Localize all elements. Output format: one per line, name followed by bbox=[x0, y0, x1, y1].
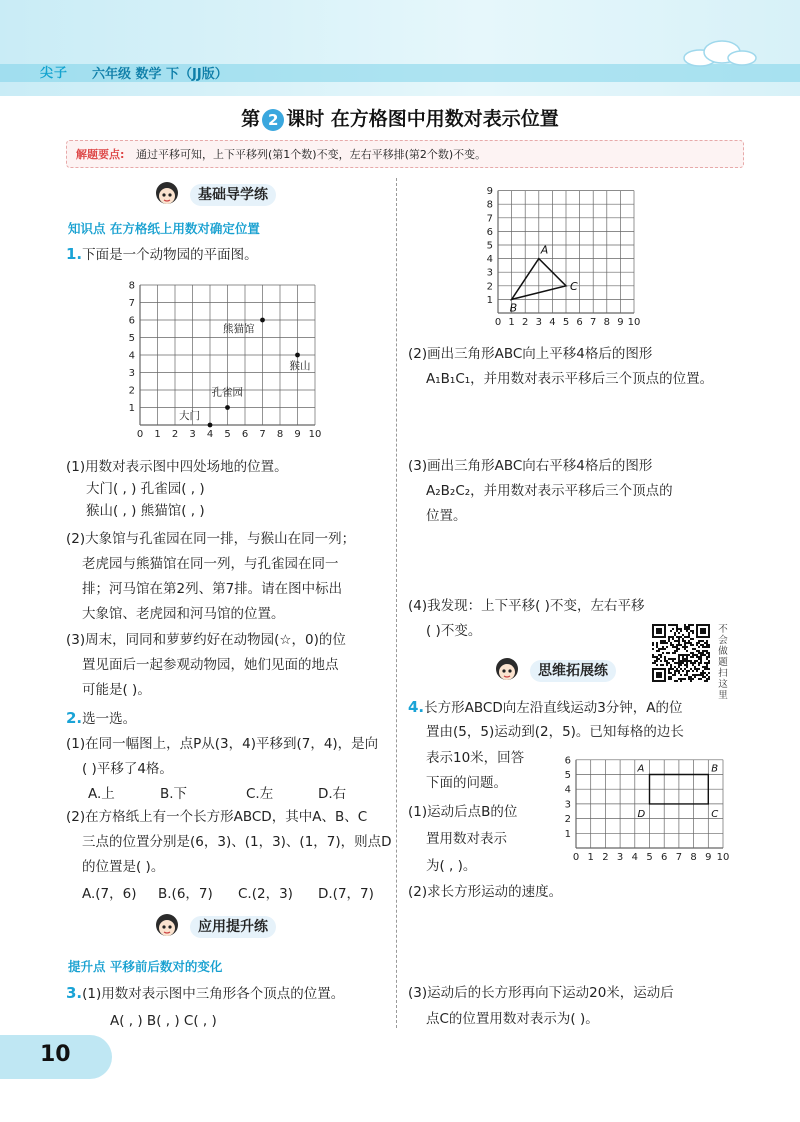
x-tick-label: 8 bbox=[276, 429, 284, 440]
q1-part3-line1: (3)周末，同同和萝萝约好在动物园(☆，0)的位 bbox=[66, 632, 346, 648]
x-tick-label: 7 bbox=[675, 852, 683, 863]
y-tick-label: 5 bbox=[564, 770, 571, 781]
section-banner-basic bbox=[150, 180, 310, 210]
mascot-icon bbox=[150, 912, 184, 942]
x-tick-label: 9 bbox=[705, 852, 712, 863]
zoo-map-grid bbox=[118, 270, 328, 445]
q2-part2-option-c: C.(2，3) bbox=[238, 886, 293, 902]
q2-part2-line1: (2)在方格纸上有一个长方形ABCD，其中A、B、C bbox=[66, 809, 368, 825]
y-tick-label: 6 bbox=[128, 315, 135, 327]
x-tick-label: 0 bbox=[494, 317, 502, 328]
x-tick-label: 3 bbox=[616, 852, 624, 863]
question-number: 2. bbox=[66, 709, 83, 727]
x-tick-label: 4 bbox=[631, 852, 638, 863]
lesson-title-text: 课时 在方格图中用数对表示位置 bbox=[286, 108, 559, 130]
x-tick-label: 8 bbox=[603, 317, 610, 328]
question-1-stem bbox=[66, 243, 258, 266]
y-tick-label: 4 bbox=[564, 784, 571, 796]
question-text: 下面是一个动物园的平面图。 bbox=[82, 247, 258, 263]
q4-line4: 下面的问题。 bbox=[426, 775, 507, 791]
x-tick-label: 10 bbox=[716, 852, 730, 863]
q1-part1: (1)用数对表示图中四处场地的位置。 bbox=[66, 459, 288, 475]
y-tick-label: 4 bbox=[486, 254, 493, 266]
page-number: 10 bbox=[40, 1042, 71, 1067]
x-tick-label: 1 bbox=[508, 317, 515, 328]
qr-code[interactable] bbox=[652, 624, 710, 682]
q1-part2-line3: 排；河马馆在第2列、第7排。请在图中标出 bbox=[82, 581, 343, 597]
q2-part1-option-c: C.左 bbox=[246, 786, 274, 802]
x-tick-label: 2 bbox=[522, 317, 529, 328]
x-tick-label: 10 bbox=[627, 317, 641, 328]
y-tick-label: 3 bbox=[128, 368, 135, 379]
q2-part2-option-b: B.(6，7) bbox=[158, 886, 213, 902]
y-tick-label: 2 bbox=[564, 814, 571, 826]
knowledge-point: 知识点 在方格纸上用数对确定位置 bbox=[68, 221, 260, 236]
x-tick-label: 4 bbox=[549, 317, 556, 328]
mascot-icon bbox=[150, 180, 184, 210]
zoo-grid-lines bbox=[140, 285, 315, 425]
x-tick-label: 0 bbox=[136, 429, 144, 440]
question-text: (1)用数对表示图中三角形各个顶点的位置。 bbox=[82, 986, 345, 1002]
q4-part3-line1: (3)运动后的长方形再向下运动20米，运动后 bbox=[408, 985, 674, 1001]
x-tick-label: 9 bbox=[294, 429, 301, 440]
question-2-stem bbox=[66, 707, 136, 730]
cloud-icon bbox=[680, 38, 760, 68]
q3-part2-line1: (2)画出三角形ABC向上平移4格后的图形 bbox=[408, 346, 653, 362]
q1-part2-line4: 大象馆、老虎园和河马馆的位置。 bbox=[82, 606, 285, 622]
x-tick-label: 3 bbox=[189, 429, 196, 440]
x-tick-label: 6 bbox=[661, 852, 668, 863]
q4-part3-line2: 点C的位置用数对表示为( )。 bbox=[426, 1011, 599, 1027]
q2-part1-line2: ( )平移了4格。 bbox=[82, 761, 173, 777]
y-tick-label: 2 bbox=[128, 385, 135, 397]
q1-part3-line3: 可能是( )。 bbox=[82, 682, 151, 698]
q4-part1-line1: (1)运动后点B的位 bbox=[408, 804, 518, 820]
map-point-label: 熊猫馆 bbox=[223, 323, 255, 335]
q3-part2-line2: A₁B₁C₁，并用数对表示平移后三个顶点的位置。 bbox=[426, 371, 714, 387]
x-tick-label: 1 bbox=[587, 852, 594, 863]
map-point bbox=[260, 318, 265, 323]
section-title-apply: 应用提升练 bbox=[190, 916, 276, 938]
column-divider bbox=[396, 178, 397, 1028]
q1-part3-line2: 置见面后一起参观动物园，她们见面的地点 bbox=[82, 657, 339, 673]
q3-part1-blanks: A( , ) B( , ) C( , ) bbox=[110, 1013, 217, 1029]
q2-part1-option-d: D.右 bbox=[318, 786, 347, 802]
question-number: 4. bbox=[408, 698, 425, 716]
y-tick-label: 8 bbox=[128, 280, 135, 292]
y-tick-label: 8 bbox=[486, 199, 493, 211]
q2-part2-line3: 的位置是( )。 bbox=[82, 859, 165, 875]
y-tick-label: 1 bbox=[486, 294, 493, 306]
q1-part1-line2: 猴山( , ) 熊猫馆( , ) bbox=[86, 503, 205, 519]
x-tick-label: 0 bbox=[572, 852, 580, 863]
section-title-basic: 基础导学练 bbox=[190, 184, 276, 206]
triangle-grid bbox=[480, 182, 650, 332]
map-point bbox=[295, 353, 300, 358]
q4-line3: 表示10米，回答 bbox=[426, 750, 525, 766]
y-tick-label: 6 bbox=[564, 755, 571, 767]
question-number: 1. bbox=[66, 245, 83, 263]
vertex-label: C bbox=[570, 279, 578, 293]
x-tick-label: 4 bbox=[206, 429, 214, 440]
q4-line2: 置由(5，5)运动到(2，5)。已知每格的边长 bbox=[426, 724, 684, 740]
lesson-title-prefix: 第 bbox=[241, 108, 261, 130]
x-tick-label: 7 bbox=[590, 317, 597, 328]
map-point-label: 孔雀园 bbox=[211, 386, 243, 399]
q1-part1-line1: 大门( , ) 孔雀园( , ) bbox=[86, 481, 205, 497]
x-tick-label: 2 bbox=[602, 852, 609, 863]
rectangle-grid bbox=[560, 748, 740, 866]
x-tick-label: 1 bbox=[154, 429, 161, 440]
q2-part1-option-a: A.上 bbox=[88, 786, 115, 802]
q3-part4-line1: (4)我发现：上下平移( )不变，左右平移 bbox=[408, 598, 645, 614]
q3-part4-line2: ( )不变。 bbox=[426, 623, 482, 639]
question-text: 选一选。 bbox=[82, 711, 137, 727]
x-tick-label: 2 bbox=[171, 429, 179, 440]
map-point-label: 猴山 bbox=[289, 360, 311, 372]
y-tick-label: 5 bbox=[128, 333, 135, 344]
x-tick-label: 5 bbox=[562, 317, 570, 328]
y-tick-label: 5 bbox=[486, 240, 493, 252]
x-tick-label: 6 bbox=[241, 429, 249, 440]
qr-caption: 不会做题扫这里 bbox=[718, 624, 728, 701]
section-banner-apply bbox=[150, 912, 310, 942]
lesson-title bbox=[0, 104, 800, 131]
y-tick-label: 7 bbox=[486, 213, 493, 225]
vertex-label: A bbox=[637, 763, 645, 775]
map-point-label: 大门 bbox=[179, 410, 200, 422]
y-tick-label: 1 bbox=[564, 828, 571, 840]
y-tick-label: 9 bbox=[486, 186, 493, 198]
y-tick-label: 3 bbox=[564, 799, 571, 811]
question-3-part1 bbox=[66, 982, 344, 1005]
question-text: 长方形ABCD向左沿直线运动3分钟，A的位 bbox=[424, 700, 683, 716]
improve-point: 提升点 平移前后数对的变化 bbox=[68, 959, 223, 974]
y-tick-label: 3 bbox=[486, 267, 493, 279]
mascot-icon bbox=[490, 656, 524, 686]
x-tick-label: 9 bbox=[617, 317, 624, 328]
vertex-label: D bbox=[637, 808, 646, 820]
x-tick-label: 10 bbox=[308, 429, 322, 440]
q4-part1-line2: 置用数对表示 bbox=[426, 831, 507, 847]
q2-part1-option-b: B.下 bbox=[160, 786, 188, 802]
vertex-label: C bbox=[711, 808, 719, 820]
map-point bbox=[225, 405, 230, 410]
brand-logo: 尖子 bbox=[40, 66, 69, 81]
x-tick-label: 5 bbox=[224, 429, 231, 440]
x-tick-label: 3 bbox=[535, 317, 542, 328]
x-tick-label: 8 bbox=[690, 852, 697, 863]
y-tick-label: 6 bbox=[486, 226, 493, 238]
q4-part2: (2)求长方形运动的速度。 bbox=[408, 884, 563, 900]
grade-label: 六年级 数学 下（JJ版） bbox=[92, 67, 228, 82]
triangle-grid-lines bbox=[498, 191, 634, 313]
x-tick-label: 7 bbox=[259, 429, 266, 440]
tip-text: 通过平移可知，上下平移列(第1个数)不变，左右平移排(第2个数)不变。 bbox=[136, 148, 487, 161]
q3-part3-line3: 位置。 bbox=[426, 508, 467, 524]
q3-part3-line1: (3)画出三角形ABC向右平移4格后的图形 bbox=[408, 458, 653, 474]
q2-part2-option-a: A.(7，6) bbox=[82, 886, 137, 902]
x-tick-label: 5 bbox=[646, 852, 653, 863]
question-number: 3. bbox=[66, 984, 83, 1002]
y-tick-label: 7 bbox=[128, 298, 135, 309]
q1-part2-line2: 老虎园与熊猫馆在同一列，与孔雀园在同一 bbox=[82, 556, 339, 572]
q2-part2-option-d: D.(7，7) bbox=[318, 886, 374, 902]
vertex-label: B bbox=[509, 301, 518, 315]
tip-label: 解题要点: bbox=[76, 148, 125, 161]
q1-part2-line1: (2)大象馆与孔雀园在同一排，与猴山在同一列； bbox=[66, 531, 356, 547]
y-tick-label: 2 bbox=[486, 281, 493, 293]
lesson-number-badge: 2 bbox=[262, 109, 284, 131]
q4-part1-line3: 为( , )。 bbox=[426, 858, 477, 874]
section-banner-extend bbox=[490, 656, 650, 686]
y-tick-label: 1 bbox=[128, 403, 135, 414]
question-4-line1 bbox=[408, 696, 683, 719]
q2-part1-line1: (1)在同一幅图上，点P从(3，4)平移到(7，4)，是向 bbox=[66, 736, 379, 752]
map-point bbox=[208, 423, 213, 428]
vertex-label: B bbox=[711, 763, 719, 775]
vertex-label: A bbox=[540, 243, 549, 257]
x-tick-label: 6 bbox=[576, 317, 583, 328]
section-title-extend: 思维拓展练 bbox=[530, 660, 616, 682]
y-tick-label: 4 bbox=[128, 350, 135, 362]
q3-part3-line2: A₂B₂C₂，并用数对表示平移后三个顶点的 bbox=[426, 483, 673, 499]
q2-part2-line2: 三点的位置分别是(6，3)、(1，3)、(1，7)，则点D bbox=[82, 834, 392, 850]
